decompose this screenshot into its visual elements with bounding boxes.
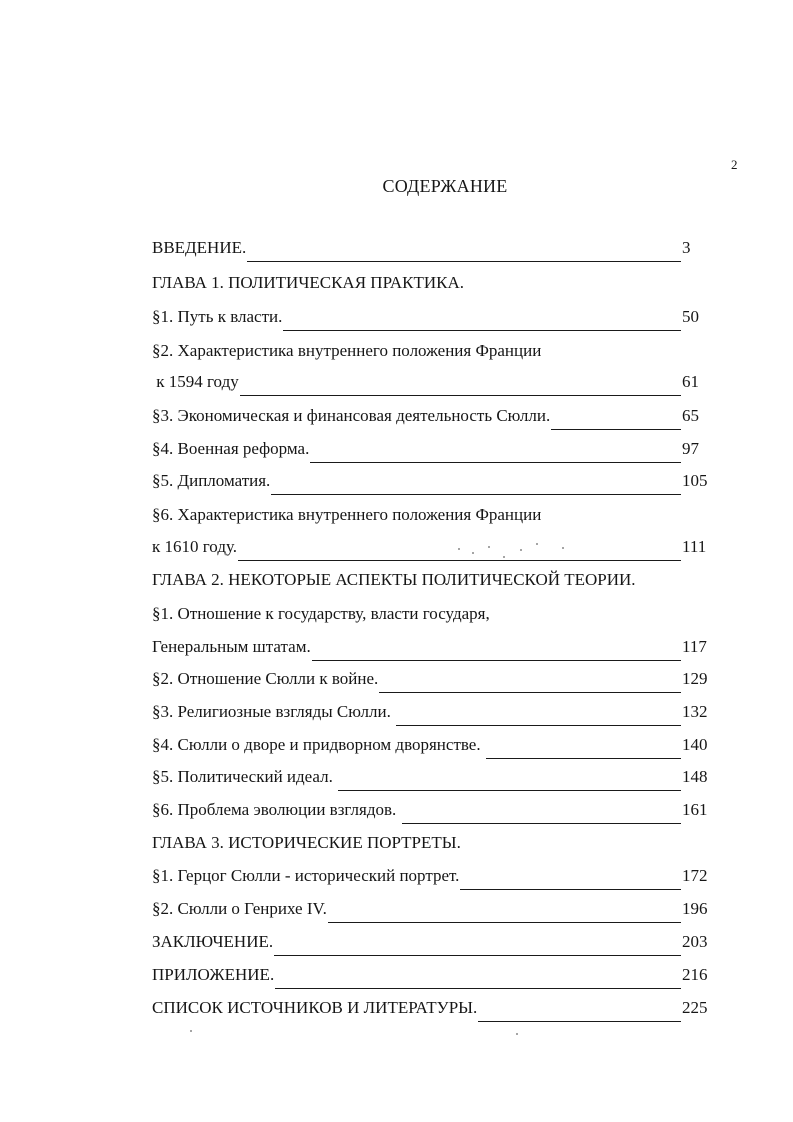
dot-leader — [551, 429, 681, 430]
toc-entry-page: 225 — [682, 998, 708, 1017]
toc-entry-page: 65 — [682, 406, 699, 425]
toc-entry-page: 196 — [682, 899, 708, 918]
dot-leader — [247, 261, 681, 262]
toc-entry-label: ВВЕДЕНИЕ. — [152, 238, 247, 257]
toc-entry-label: §1. Путь к власти. — [152, 307, 283, 326]
dot-leader — [402, 823, 681, 824]
toc-entry[interactable] — [152, 439, 716, 467]
toc-entry[interactable] — [152, 307, 716, 335]
toc-entry[interactable] — [152, 998, 716, 1026]
dot-leader — [240, 395, 681, 396]
toc-entry[interactable] — [152, 637, 716, 665]
dot-leader — [238, 560, 681, 561]
toc-entry[interactable] — [152, 341, 716, 369]
dot-leader — [396, 725, 681, 726]
toc-entry-label: §1. Герцог Сюлли - исторический портрет. — [152, 866, 460, 885]
dot-leader — [283, 330, 681, 331]
dot-leader — [379, 692, 681, 693]
toc-chapter-heading[interactable] — [152, 833, 716, 861]
dot-leader — [310, 462, 681, 463]
toc-entry[interactable] — [152, 372, 716, 400]
toc-entry-page: 50 — [682, 307, 699, 326]
toc-entry-page: 97 — [682, 439, 699, 458]
toc-entry-label: к 1610 году. — [152, 537, 238, 556]
toc-entry[interactable] — [152, 932, 716, 960]
dot-leader — [275, 988, 681, 989]
scan-speck — [488, 546, 490, 548]
dot-leader — [486, 758, 681, 759]
toc-entry-label: §2. Сюлли о Генрихе IV. — [152, 899, 327, 918]
toc-entry-label: §5. Дипломатия. — [152, 471, 271, 490]
toc-entry-label: ГЛАВА 2. НЕКОТОРЫЕ АСПЕКТЫ ПОЛИТИЧЕСКОЙ ТЕОРИИ. — [152, 570, 636, 589]
toc-entry-page: 117 — [682, 637, 707, 656]
dot-leader — [338, 790, 681, 791]
dot-leader — [274, 955, 681, 956]
dot-leader — [312, 660, 681, 661]
toc-entry-page: 161 — [682, 800, 708, 819]
toc-entry-page: 3 — [682, 238, 691, 257]
toc-entry-label: §6. Проблема эволюции взглядов. — [152, 800, 401, 819]
toc-entry-label: §2. Характеристика внутреннего положения Франции — [152, 341, 542, 360]
scan-speck — [503, 556, 505, 558]
toc-title: СОДЕРЖАНИЕ — [382, 176, 508, 196]
toc-entry-label: Генеральным штатам. — [152, 637, 311, 656]
toc-entry[interactable] — [152, 406, 716, 434]
toc-entry[interactable] — [152, 767, 716, 795]
dot-leader — [460, 889, 681, 890]
scan-speck — [562, 547, 564, 549]
toc-entry[interactable] — [152, 800, 716, 828]
toc-entry-label: §4. Военная реформа. — [152, 439, 310, 458]
dot-leader — [478, 1021, 681, 1022]
toc-entry[interactable] — [152, 899, 716, 927]
toc-entry-label: к 1594 году — [152, 372, 239, 391]
toc-entry-page: 203 — [682, 932, 708, 951]
toc-entry-label: §1. Отношение к государству, власти государя, — [152, 604, 490, 623]
toc-entry[interactable] — [152, 505, 716, 533]
toc-chapter-heading[interactable] — [152, 273, 716, 301]
toc-entry[interactable] — [152, 866, 716, 894]
scan-speck — [458, 548, 460, 550]
toc-entry-label: §3. Религиозные взгляды Сюлли. — [152, 702, 396, 721]
toc-entry[interactable] — [152, 604, 716, 632]
toc-entry[interactable] — [152, 669, 716, 697]
scan-speck — [520, 549, 522, 551]
toc-entry-page: 216 — [682, 965, 708, 984]
toc-entry-label: §3. Экономическая и финансовая деятельность Сюлли. — [152, 406, 551, 425]
toc-entry[interactable] — [152, 471, 716, 499]
toc-entry-label: §5. Политический идеал. — [152, 767, 338, 786]
scan-speck — [516, 1033, 518, 1035]
toc-entry[interactable] — [152, 537, 716, 565]
dot-leader — [271, 494, 681, 495]
toc-entry-label: СПИСОК ИСТОЧНИКОВ И ЛИТЕРАТУРЫ. — [152, 998, 478, 1017]
toc-entry-page: 129 — [682, 669, 708, 688]
toc-entry[interactable] — [152, 965, 716, 993]
toc-entry-label: ГЛАВА 1. ПОЛИТИЧЕСКАЯ ПРАКТИКА. — [152, 273, 465, 292]
toc-entry-label: ГЛАВА 3. ИСТОРИЧЕСКИЕ ПОРТРЕТЫ. — [152, 833, 461, 852]
toc-entry[interactable] — [152, 735, 716, 763]
toc-entry-page: 140 — [682, 735, 708, 754]
toc-entry[interactable] — [152, 702, 716, 730]
dot-leader — [328, 922, 681, 923]
toc-entry-page: 132 — [682, 702, 708, 721]
toc-entry-label: §4. Сюлли о дворе и придворном дворянстве. — [152, 735, 485, 754]
page-number: 2 — [731, 157, 738, 172]
toc-entry[interactable] — [152, 238, 716, 266]
toc-chapter-heading[interactable] — [152, 570, 716, 598]
scan-speck — [472, 552, 474, 554]
scan-speck — [536, 543, 538, 545]
toc-entry-page: 148 — [682, 767, 708, 786]
toc-entry-page: 105 — [682, 471, 708, 490]
toc-entry-page: 172 — [682, 866, 708, 885]
toc-entry-label: §2. Отношение Сюлли к войне. — [152, 669, 379, 688]
toc-entry-label: §6. Характеристика внутреннего положения Франции — [152, 505, 542, 524]
toc-entry-page: 61 — [682, 372, 699, 391]
toc-entry-label: ЗАКЛЮЧЕНИЕ. — [152, 932, 274, 951]
toc-entry-page: 111 — [682, 537, 707, 556]
scan-speck — [190, 1030, 192, 1032]
toc-entry-label: ПРИЛОЖЕНИЕ. — [152, 965, 275, 984]
